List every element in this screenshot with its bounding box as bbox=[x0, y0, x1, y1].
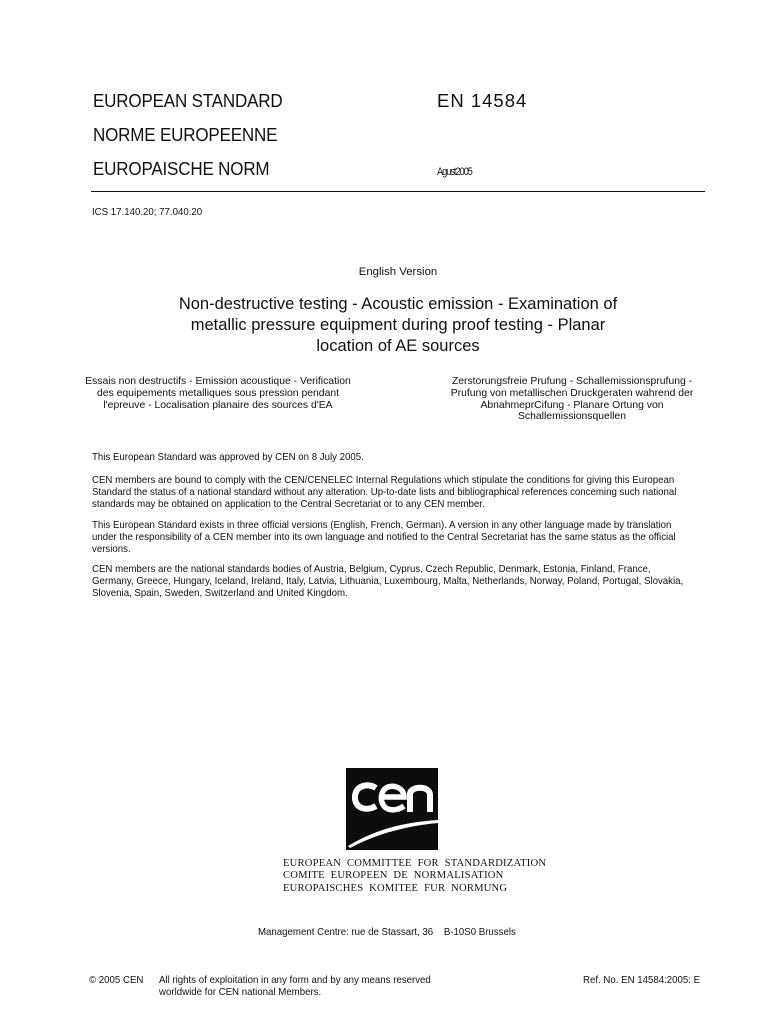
german-title-line: Schallemissionsquellen bbox=[517, 411, 626, 423]
title-line: Non-destructive testing - Acoustic emission - Examination of bbox=[178, 295, 618, 313]
german-title-line: Prufung von metallischen Druckgeraten wahrend der bbox=[450, 387, 694, 399]
header-divider bbox=[91, 191, 705, 192]
paragraph-line: Standard the status of a national standard without any alteration. Up-to-date lists and bibliographical references conceming such national bbox=[92, 487, 677, 499]
paragraph-line: CEN members are the national standards bodies of Austria, Belgium, Cyprus, Czech Republic, Denmark, Estonia, Finland, France, bbox=[92, 564, 651, 575]
paragraph-line: Germany, Greece, Hungary, Iceland, Ireland, Italy, Latvia, Lithuania, Luxembourg, Malta, Netherlands, Norway, Poland, Portugal, Slovakia, bbox=[92, 576, 684, 588]
management-centre-address: Management Centre: rue de Stassart, 36 B-10S0 Brussels bbox=[258, 927, 516, 938]
cen-logo-icon bbox=[346, 768, 438, 850]
copyright-notice: © 2005 CEN bbox=[89, 975, 144, 986]
rights-statement bbox=[159, 975, 431, 999]
reference-number: Ref. No. EN 14584:2005: E bbox=[583, 975, 701, 986]
standard-number: EN 14584 bbox=[437, 90, 528, 111]
publication-date: Agust2005 bbox=[437, 166, 472, 178]
paragraph-line: under the responsibility of a CEN member into its own language and notified to the Central Secretariat has the same status as the official bbox=[92, 532, 676, 544]
french-title-line: Essais non destructifs - Emission acoustique - Verification bbox=[85, 376, 351, 387]
versions-paragraph bbox=[92, 520, 676, 557]
header-title-en: EUROPEAN STANDARD bbox=[93, 90, 283, 111]
paragraph-line: standards may be obtained on application to the Central Secretariat or to any CEN member. bbox=[92, 499, 485, 511]
version-label: English Version bbox=[358, 266, 438, 278]
committee-line: EUROPEAN COMMITTEE FOR STANDARDIZATION bbox=[283, 858, 547, 869]
rights-line: worldwide for CEN national Members. bbox=[159, 987, 322, 999]
paragraph-line: This European Standard was approved by CEN on 8 July 2005. bbox=[92, 452, 364, 463]
committee-names bbox=[283, 858, 546, 895]
title-line: location of AE sources bbox=[316, 337, 480, 355]
paragraph-line: CEN members are bound to comply with the CEN/CENELEC Internal Regulations which stipulate the conditions for giving this European bbox=[92, 475, 675, 486]
ics-codes: ICS 17.140.20; 77.040.20 bbox=[92, 207, 203, 218]
german-title-line: Zerstorungsfreie Prufung - Schallemissionsprufung - bbox=[451, 376, 693, 387]
french-title-line: l'epreuve - Localisation planaire des sources d'EA bbox=[103, 399, 333, 411]
german-title-line: AbnahmeprCifung - Planare Ortung von bbox=[480, 399, 664, 411]
document-title bbox=[0, 294, 768, 357]
title-line: metallic pressure equipment during proof testing - Planar bbox=[190, 316, 606, 334]
paragraph-line: versions. bbox=[92, 544, 131, 556]
members-paragraph bbox=[92, 564, 683, 601]
rights-line: All rights of exploitation in any form and by any means reserved bbox=[159, 975, 431, 986]
committee-line: COMITE EUROPEEN DE NORMALISATION bbox=[283, 870, 504, 882]
german-title bbox=[428, 376, 716, 423]
paragraph-line: This European Standard exists in three official versions (English, French, German). A version in any other language made by translation bbox=[92, 520, 672, 531]
header-title-de: EUROPAISCHE NORM bbox=[93, 158, 270, 179]
french-title-line: des equipements metalliques sous pression pendant bbox=[96, 387, 340, 399]
approval-paragraph bbox=[92, 452, 364, 464]
header-title-fr: NORME EUROPEENNE bbox=[93, 124, 278, 145]
committee-line: EUROPAISCHES KOMITEE FUR NORMUNG bbox=[283, 882, 508, 894]
paragraph-line: Slovenia, Spain, Sweden, Switzerland and United Kingdom. bbox=[92, 588, 348, 600]
compliance-paragraph bbox=[92, 475, 676, 512]
french-title bbox=[80, 376, 356, 411]
